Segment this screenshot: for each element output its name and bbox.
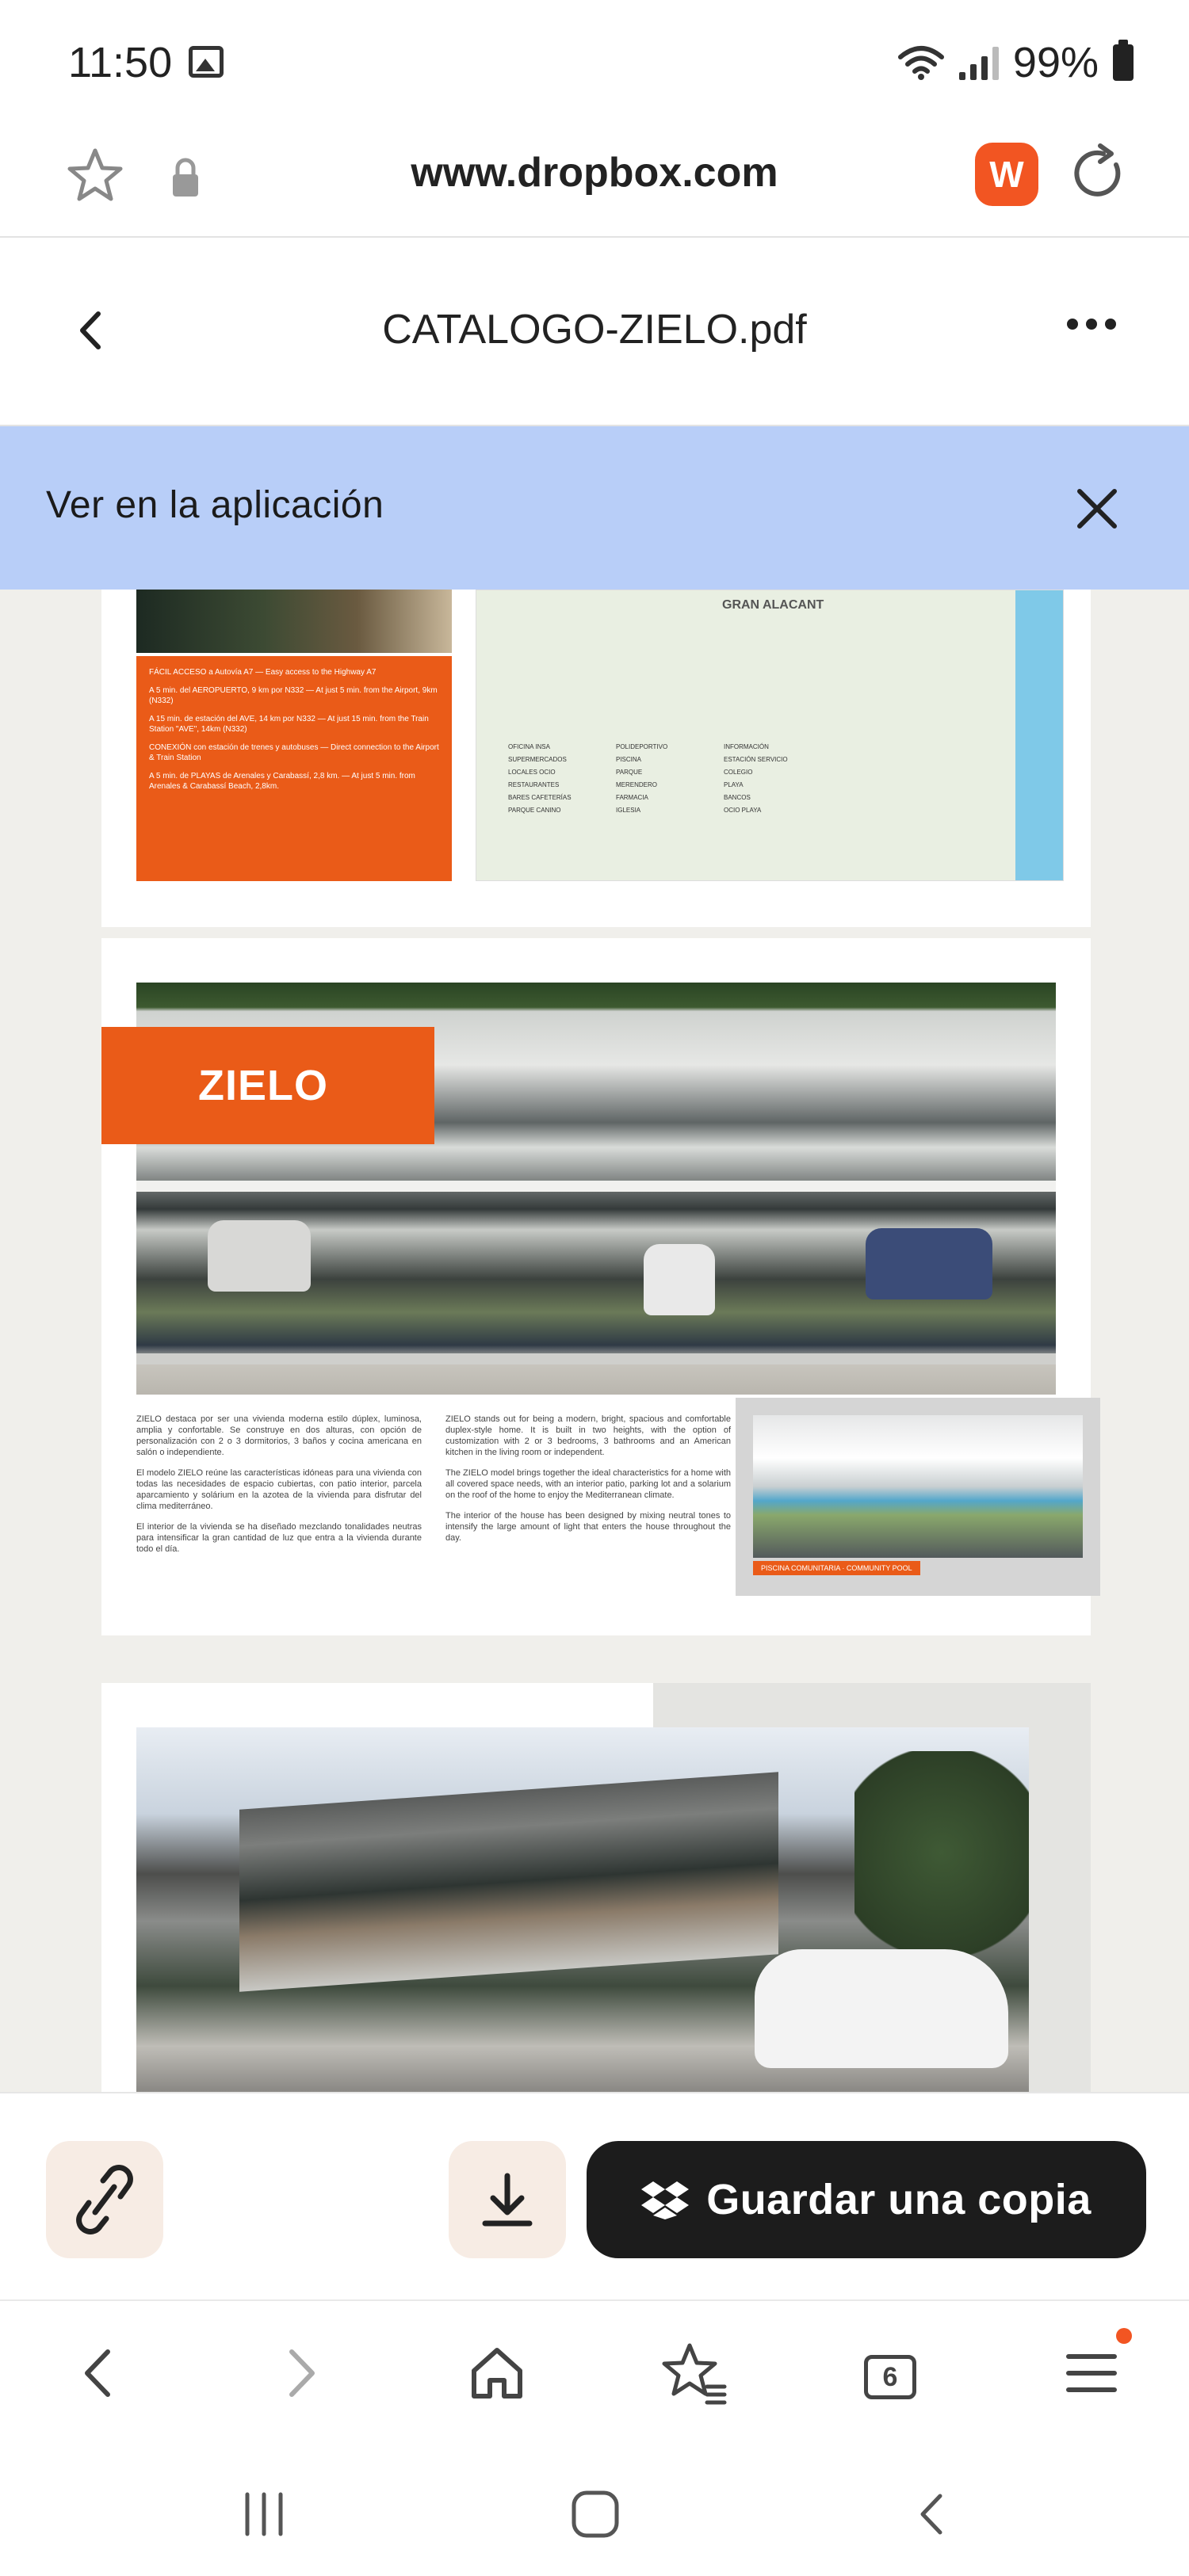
url-bar <box>0 127 1189 238</box>
battery-icon <box>1113 44 1134 81</box>
location-map <box>476 590 1064 881</box>
page1-photo <box>136 590 452 653</box>
pool-caption: PISCINA COMUNITARIA · COMMUNITY POOL <box>753 1561 920 1575</box>
status-bar <box>0 0 1189 127</box>
dropbox-icon <box>641 2180 689 2219</box>
status-icons <box>897 38 1134 87</box>
map-place-label: GRAN ALACANT <box>722 598 824 612</box>
banner-text[interactable]: Ver en la aplicación <box>46 484 384 526</box>
access-item: A 5 min. de PLAYAS de Arenales y Carabassí, 2,8 km. — At just 5 min. from Arenales & Carabassí Beach, 2,8km. <box>149 772 415 791</box>
save-copy-label[interactable]: Guardar una copia <box>706 2176 1092 2223</box>
system-nav-bar <box>0 2450 1189 2576</box>
link-icon <box>46 2141 163 2258</box>
description-en: ZIELO stands out for being a modern, bright, spacious and comfortable duplex-style home. It is built in two heights, with the option of customization with 2 or 3 bedrooms, 3 bathrooms and an American kitchen in the living room or independent. The ZIELO model brings together the ideal characteristics for a home with all covered space needs, with an interior patio, parking lot and a solarium on the roof of the home to enjoy the Mediterranean climate. The interior of the house has been designed by mixing neutral tones to intensify the large amount of light that enters the house throughout the day. <box>445 1414 731 1543</box>
wifi-icon <box>897 44 945 81</box>
access-item: A 5 min. del AEROPUERTO, 9 km por N332 — At just 5 min. from the Airport, 9km (N332) <box>149 686 438 705</box>
map-sea <box>1015 590 1063 881</box>
pdf-page-1 <box>101 590 1091 927</box>
url-text[interactable]: www.dropbox.com <box>411 150 778 196</box>
pdf-page-2 <box>101 938 1091 1635</box>
forward-icon[interactable] <box>265 2337 336 2409</box>
image-icon <box>189 46 224 78</box>
status-time: 11:50 <box>68 39 173 86</box>
open-in-app-banner[interactable] <box>0 426 1189 590</box>
pool-image <box>753 1415 1083 1558</box>
back-icon[interactable] <box>63 2337 135 2409</box>
download-button[interactable] <box>449 2141 566 2258</box>
zielo-tag: ZIELO <box>101 1027 434 1144</box>
doc-title: CATALOGO-ZIELO.pdf <box>382 307 807 353</box>
menu-badge <box>1116 2328 1132 2344</box>
close-icon[interactable] <box>1069 480 1126 537</box>
access-item: FÁCIL ACCESO a Autovía A7 — Easy access to the Highway A7 <box>149 668 377 677</box>
system-back-icon[interactable] <box>904 2485 962 2544</box>
tabs-icon[interactable]: 6 <box>864 2355 916 2399</box>
pdf-viewer[interactable] <box>0 590 1189 2092</box>
access-info-box <box>136 656 452 881</box>
bookmarks-icon[interactable] <box>658 2337 729 2409</box>
description-es: ZIELO destaca por ser una vivienda moderna estilo dúplex, luminosa, amplia y confortable. Se construye en dos alturas, con opción de personalización con 2 o 3 dormitorios, 3 baños y cocina americana en salón o independiente. El modelo ZIELO reúne las características idóneas para una vivienda con todas las necesidades de espacio cubiertas, con patio interior, parcela aparcamiento y solárium en la azotea de la vivienda para disfrutar del clima mediterráneo. El interior de la vivienda se ha diseñado mezclando tonalidades neutras para intensificar la gran cantidad de luz que entra a la vivienda durante todo el día. <box>136 1414 422 1554</box>
recents-icon[interactable] <box>236 2486 292 2542</box>
signal-icon <box>959 45 999 80</box>
browser-nav-bar <box>0 2299 1189 2450</box>
more-options-icon[interactable] <box>1067 319 1116 330</box>
pool-image-box <box>736 1398 1100 1596</box>
access-item: A 15 min. de estación del AVE, 14 km por N332 — At just 15 min. from the Train Station "AVE", 14km (N332) <box>149 715 429 734</box>
copy-link-button[interactable] <box>46 2141 163 2258</box>
battery-percent: 99% <box>1012 39 1099 86</box>
save-copy-button[interactable] <box>587 2141 1146 2258</box>
exterior-render-image <box>136 1727 1029 2092</box>
wps-icon[interactable]: W <box>975 143 1038 206</box>
home-circle-icon[interactable] <box>566 2485 625 2544</box>
reload-icon[interactable] <box>1067 143 1130 206</box>
menu-icon[interactable] <box>1056 2337 1127 2409</box>
action-bar <box>0 2092 1189 2299</box>
doc-header <box>0 239 1189 426</box>
map-legend: OFICINA INSA SUPERMERCADOS LOCALES OCIO RESTAURANTES BARES CAFETERÍAS PARQUE CANINO POLIDEPORTIVO PISCINA PARQUE MERENDERO FARMACIA IGLESIA INFORMACIÓN ESTACIÓN SERVICIO COLEGIO PLAYA BANCOS OCIO PLAYA <box>508 743 788 814</box>
access-item: CONEXIÓN con estación de trenes y autobuses — Direct connection to the Airport & Train Station <box>149 743 439 762</box>
pdf-page-3 <box>101 1683 1091 2092</box>
home-icon[interactable] <box>461 2337 533 2409</box>
download-icon <box>449 2141 566 2258</box>
